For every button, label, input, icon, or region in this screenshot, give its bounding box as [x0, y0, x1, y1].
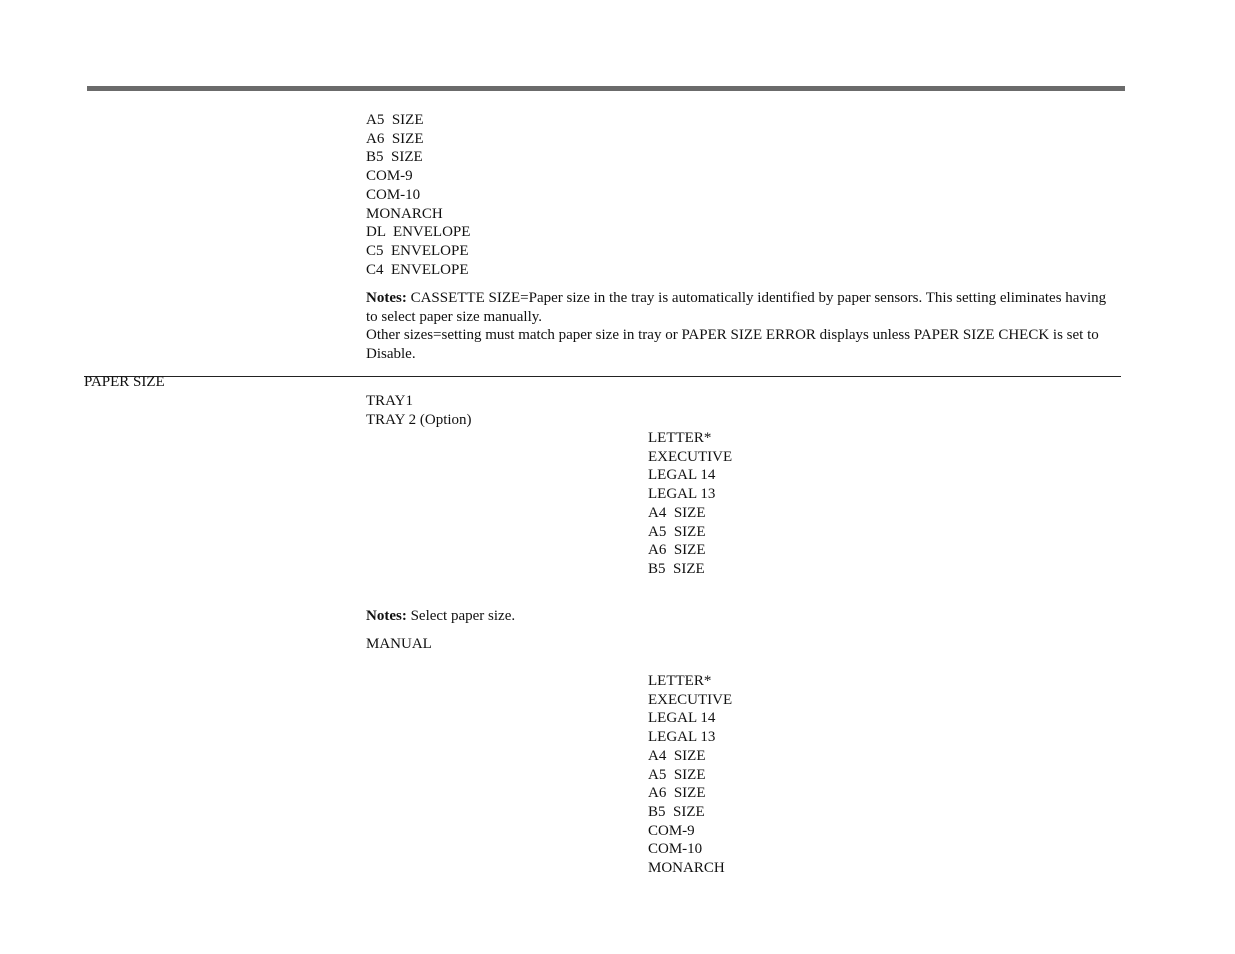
- list-item: A5 SIZE: [648, 523, 706, 540]
- list-item: C5 ENVELOPE: [366, 242, 469, 259]
- tray-notes: [366, 607, 1111, 626]
- manual-size-list: [648, 672, 732, 878]
- list-item: COM-9: [648, 822, 695, 839]
- list-item: LEGAL 14: [648, 467, 716, 484]
- list-item: A5 SIZE: [366, 112, 424, 128]
- section-divider: [84, 376, 1121, 377]
- tray-option-list: [366, 392, 472, 429]
- notes-label: Notes:: [366, 290, 407, 306]
- list-item: A5 SIZE: [648, 766, 706, 783]
- list-item: B5 SIZE: [366, 149, 423, 166]
- list-item: LEGAL 13: [648, 486, 716, 503]
- list-item: COM-10: [366, 186, 421, 203]
- notes-text: Select paper size.: [406, 608, 516, 624]
- list-item: A6 SIZE: [648, 542, 706, 559]
- list-item: LEGAL 13: [648, 729, 716, 746]
- list-item: MONARCH: [366, 205, 443, 222]
- header-rule: [87, 86, 1125, 91]
- notes-text: CASSETTE SIZE=Paper size in the tray is automatically identified by paper sensors. This setting eliminates having to select paper size manually.: [366, 290, 1107, 325]
- list-item: EXECUTIVE: [648, 691, 733, 708]
- list-item: LEGAL 14: [648, 710, 716, 727]
- list-item: LETTER*: [648, 430, 712, 446]
- list-item: EXECUTIVE: [648, 448, 733, 465]
- list-item: MONARCH: [648, 860, 725, 877]
- list-item: C4 ENVELOPE: [366, 261, 469, 278]
- section-label-paper-size: PAPER SIZE: [84, 374, 165, 390]
- list-item: A4 SIZE: [648, 747, 706, 764]
- list-item: TRAY1: [366, 393, 413, 409]
- tray-size-list: [648, 429, 732, 579]
- notes-label: Notes:: [366, 608, 407, 624]
- list-item: A6 SIZE: [366, 130, 424, 147]
- list-item: A6 SIZE: [648, 785, 706, 802]
- manual-label: MANUAL: [366, 636, 432, 652]
- notes-line-2: Other sizes=setting must match paper size in tray or PAPER SIZE ERROR displays unless PAPER SIZE CHECK is set to Disable.: [366, 327, 1099, 363]
- list-item: B5 SIZE: [648, 560, 705, 577]
- list-item: COM-9: [366, 168, 413, 185]
- notes-line-1: [366, 289, 1111, 326]
- list-item: TRAY 2 (Option): [366, 411, 472, 428]
- list-item: LETTER*: [648, 673, 712, 689]
- list-item: A4 SIZE: [648, 504, 706, 521]
- list-item: COM-10: [648, 841, 703, 858]
- cassette-notes: [366, 289, 1111, 364]
- list-item: DL ENVELOPE: [366, 224, 471, 241]
- list-item: B5 SIZE: [648, 803, 705, 820]
- top-size-list: [366, 111, 470, 279]
